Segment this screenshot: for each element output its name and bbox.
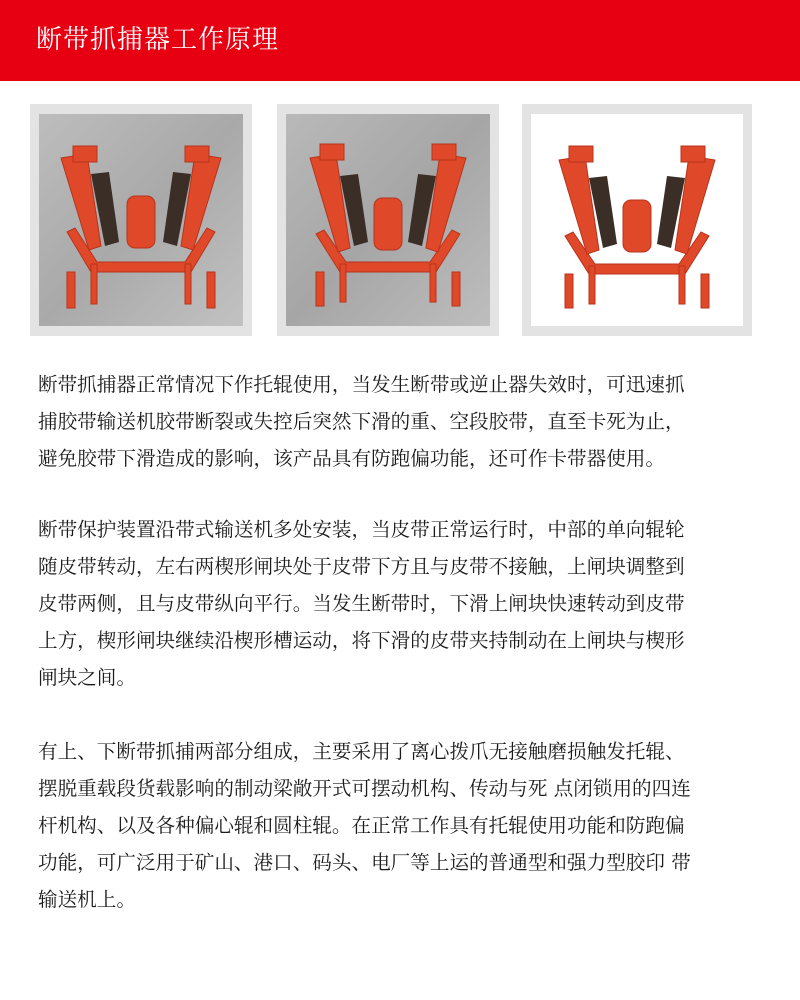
belt-catcher-product-photo-icon xyxy=(531,114,743,326)
belt-catcher-product-photo-icon xyxy=(286,114,490,326)
paragraph-intro: 断带抓捕器正常情况下作托辊使用，当发生断带或逆止器失效时，可迅速抓 捕胶带输送机胶带断裂或失控后突然下滑的重、空段胶带，直至卡死为止， 避免胶带下滑造成的影响，该产品具有防跑偏功能，还可作卡带器使用。 xyxy=(38,373,685,470)
paragraph-working-principle: 断带保护装置沿带式输送机多处安装，当皮带正常运行时，中部的单向辊轮 随皮带转动，左右两楔形闸块处于皮带下方且与皮带不接触，上闸块调整到 皮带两侧，且与皮带纵向平行。当发生断带时，下滑上闸块快速转动到皮带 上方，楔形闸块继续沿楔形槽运动，将下滑的皮带夹持制动在上闸块与楔形 闸块之间。 xyxy=(38,518,685,689)
header-bar xyxy=(0,0,800,81)
photo-frame-3 xyxy=(522,104,752,336)
page-title: 断带抓捕器工作原理 xyxy=(36,25,280,55)
belt-catcher-product-photo-icon xyxy=(39,114,243,326)
photo-frame-1 xyxy=(30,104,252,336)
paragraph-structure: 有上、下断带抓捕两部分组成，主要采用了离心拨爪无接触磨损触发托辊、 摆脱重载段货载影响的制动梁敞开式可摆动机构、传动与死 点闭锁用的四连 杆机构、以及各种偏心辊和圆柱辊。在正常工作具有托辊使用功能和防跑偏 功能，可广泛用于矿山、港口、码头、电厂等上运的普通型和强力型胶印 带 输送机上。 xyxy=(38,740,691,911)
photo-frame-2 xyxy=(277,104,499,336)
